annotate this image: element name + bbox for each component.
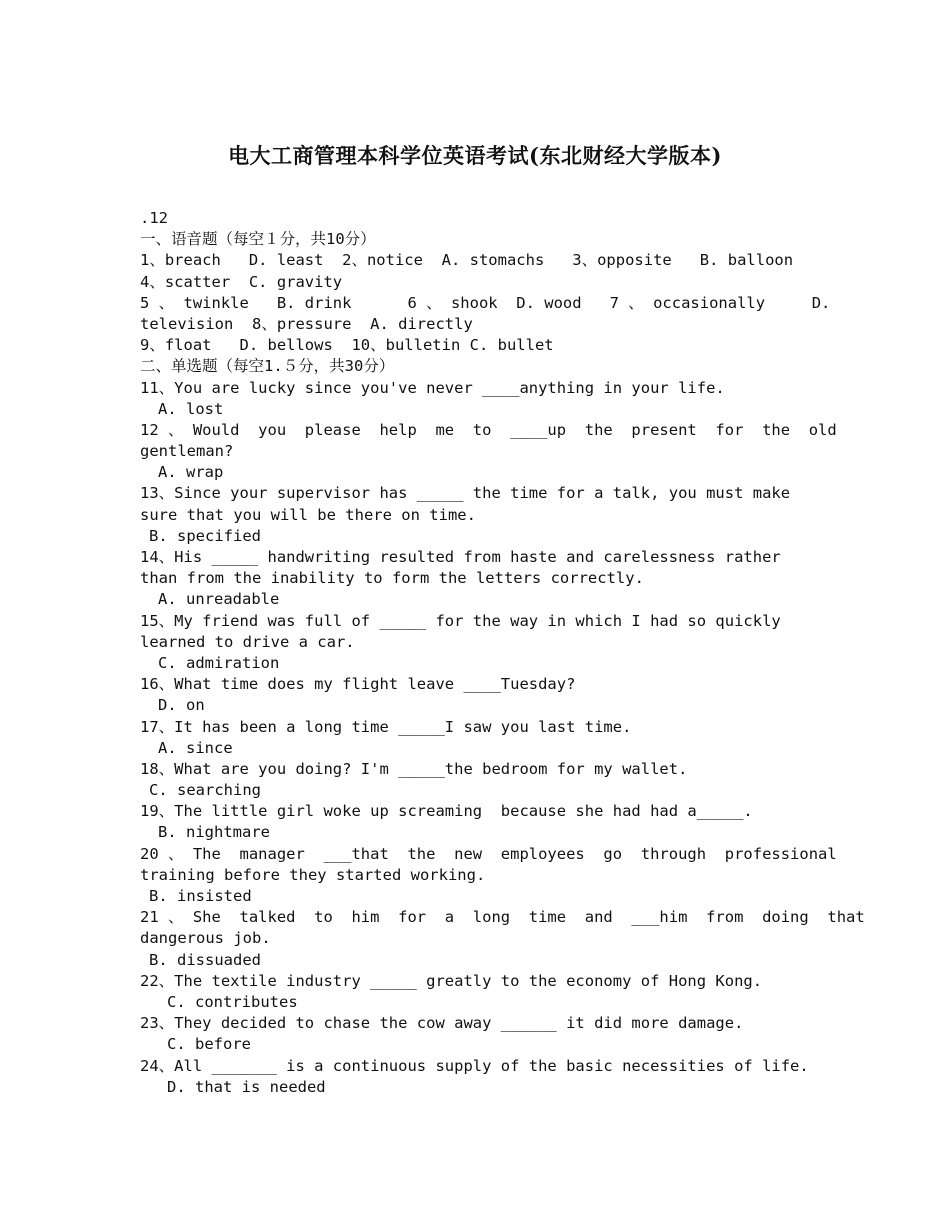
answer-choice: C. admiration [158,653,280,672]
phonetics-line: 9、float D. bellows 10、bulletin C. bullet [140,336,554,355]
multiple-choice-list [140,378,865,1098]
answer-choice: A. lost [158,399,224,418]
answer-choice: B. dissuaded [149,950,261,969]
question-item [140,611,810,675]
answer-choice: C. searching [149,781,261,800]
question-text: gentleman? [140,442,234,461]
question-item [140,547,810,611]
phonetics-line: 5 、 twinkle B. drink 6 、 shook D. wood 7 、 occasionally D. [140,293,831,312]
question-item [140,717,810,759]
question-item [140,674,810,716]
question-text: 17、It has been a long time _____I saw you last time. [140,717,632,736]
date-line: .12 [140,209,168,227]
answer-choice: B. specified [149,526,261,545]
phonetics-line: television 8、pressure A. directly [140,314,473,333]
question-text: 20 、 The manager ___that the new employees go through professional [140,844,837,863]
answer-choice: B. insisted [149,887,252,905]
phonetics-line: 4、scatter C. gravity [140,272,343,291]
question-text: 19、The little girl woke up screaming because she had had a_____. [140,802,753,821]
section-heading-phonetics: 一、语音题（每空１分，共10分） [140,230,376,249]
answer-choice: A. wrap [158,463,224,482]
question-item [140,907,865,971]
answer-choice: B. nightmare [158,823,270,842]
question-text: 13、Since your supervisor has _____ the time for a talk, you must make [140,484,791,503]
question-text: 21 、 She talked to him for a long time and ___him from doing that [140,908,865,927]
question-item [140,378,810,420]
question-text: 11、You are lucky since you've never ____anything in your life. [140,378,725,397]
answer-choice: D. that is needed [167,1077,326,1096]
section-heading-multiple-choice: 二、单选题（每空1.５分，共30分） [140,357,395,376]
answer-choice: C. contributes [167,992,298,1011]
question-text: than from the inability to form the letters correctly. [140,569,644,588]
question-text: 24、All _______ is a continuous supply of the basic necessities of life. [140,1056,809,1075]
question-text: learned to drive a car. [140,632,355,651]
question-item [140,420,837,484]
question-text: 22、The textile industry _____ greatly to the economy of Hong Kong. [140,971,763,990]
question-item [140,1056,810,1098]
question-text: sure that you will be there on time. [140,505,476,524]
question-text: 15、My friend was full of _____ for the way in which I had so quickly [140,611,781,630]
question-item [140,759,810,801]
question-text: 16、What time does my flight leave ____Tuesday? [140,675,576,694]
question-text: training before they started working. [140,865,486,884]
answer-choice: A. since [158,738,233,757]
question-text: 23、They decided to chase the cow away ______ it did more damage. [140,1014,744,1033]
question-text: 14、His _____ handwriting resulted from haste and carelessness rather [140,548,781,566]
question-item [140,483,810,547]
question-text: 12 、 Would you please help me to ____up the present for the old [140,420,837,439]
question-text: 18、What are you doing? I'm _____the bedroom for my wallet. [140,759,688,778]
question-text: dangerous job. [140,929,271,948]
question-item [140,971,810,1013]
answer-choice: A. unreadable [158,590,280,609]
question-item [140,844,837,908]
question-item [140,1013,810,1055]
answer-choice: C. before [167,1035,251,1054]
phonetics-line: 1、breach D. least 2、notice A. stomachs 3、opposite B. balloon [140,251,794,270]
question-item [140,801,810,843]
page-title: 电大工商管理本科学位英语考试(东北财经大学版本) [228,143,722,168]
document-body [140,208,865,1098]
answer-choice: D. on [158,696,205,715]
